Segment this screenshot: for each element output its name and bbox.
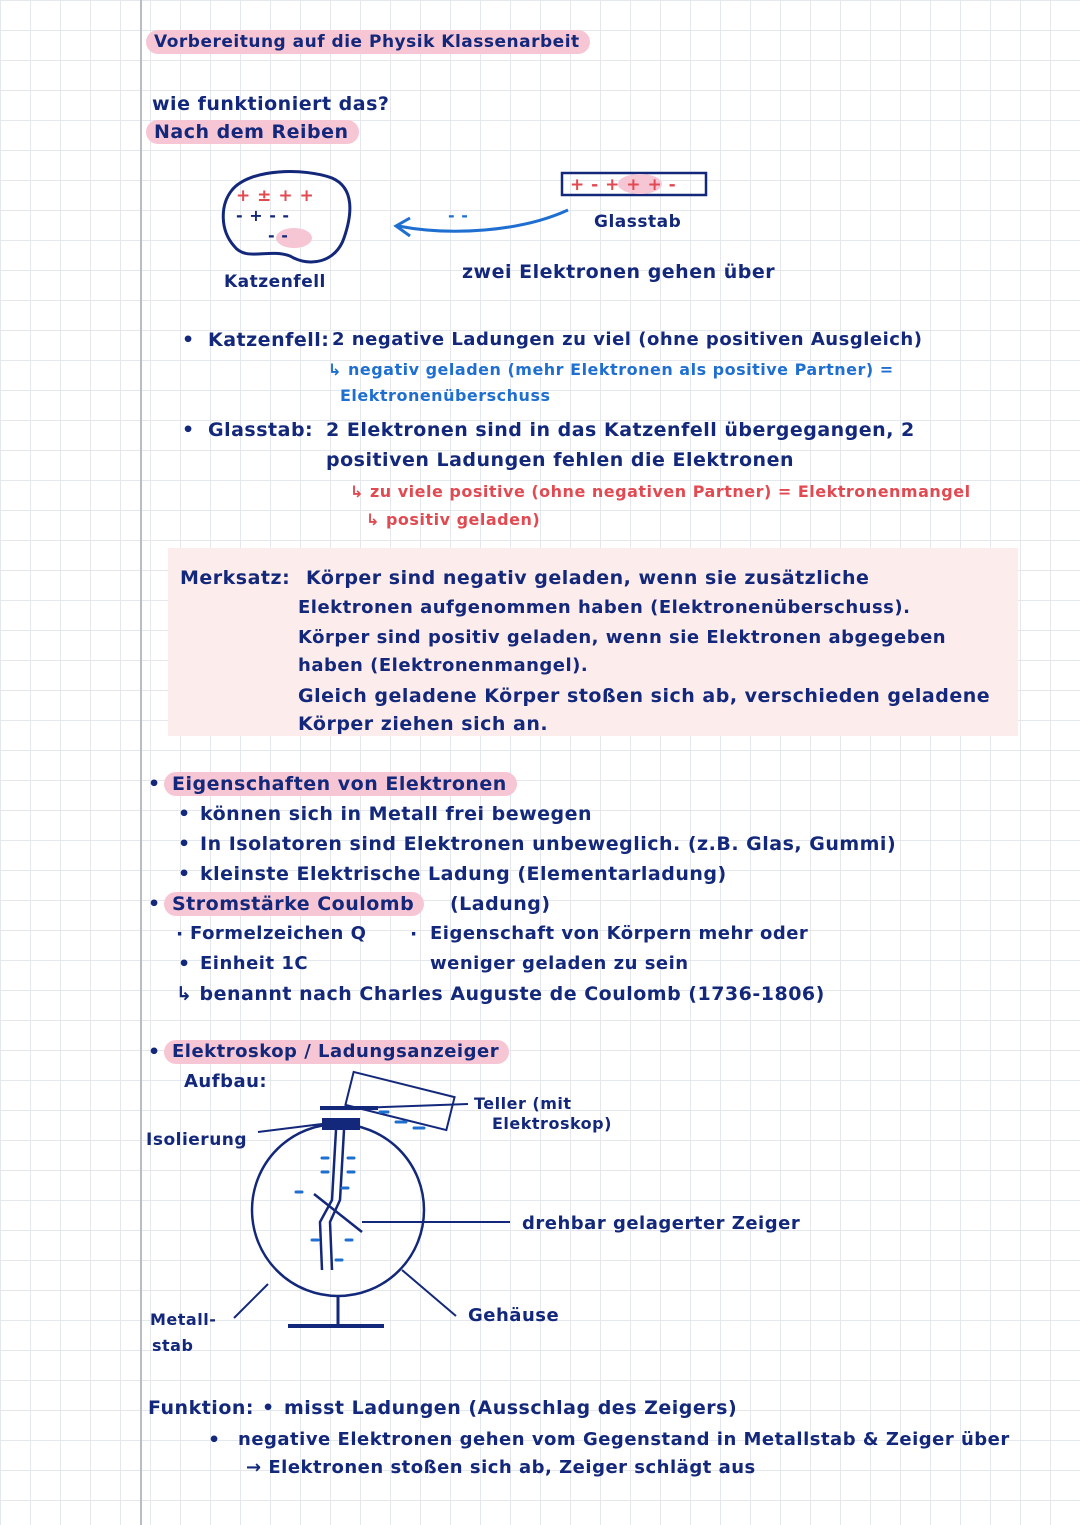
merksatz-line: Körper ziehen sich an. bbox=[298, 713, 549, 735]
rod-explanation-title: Glasstab: bbox=[208, 419, 314, 441]
bullet-dot: • bbox=[262, 1397, 275, 1419]
fur-label: Katzenfell bbox=[224, 272, 326, 292]
merksatz-line: Elektronen aufgenommen haben (Elektronenüberschuss). bbox=[298, 597, 911, 618]
fur-charges-bottom: - - bbox=[268, 226, 289, 245]
rod-explanation-line4: ↳ positiv geladen) bbox=[366, 510, 541, 529]
merksatz-label: Merksatz: bbox=[180, 567, 291, 589]
bullet-dot: • bbox=[148, 1041, 161, 1063]
elektroskop-housing bbox=[252, 1124, 424, 1296]
bullet-dot: • bbox=[182, 419, 195, 441]
fur-charges-top: + ± + + bbox=[236, 186, 315, 206]
label-metall-line2: stab bbox=[152, 1336, 194, 1355]
label-teller-line2: Elektroskop) bbox=[492, 1114, 612, 1133]
elektroskop-insulation bbox=[322, 1118, 360, 1130]
elektroskop-heading: Elektroskop / Ladungsanzeiger bbox=[164, 1040, 509, 1064]
funktion-item: negative Elektronen gehen vom Gegenstand in Metallstab & Zeiger über bbox=[238, 1429, 1010, 1450]
elektroskop-aufbau: Aufbau: bbox=[184, 1071, 268, 1092]
coulomb-heading-note: (Ladung) bbox=[450, 893, 551, 915]
transfer-charges: - - bbox=[448, 206, 469, 225]
fur-explanation-title: Katzenfell: bbox=[208, 329, 330, 351]
bullet-dot: · bbox=[176, 923, 184, 945]
bullet-dot: • bbox=[208, 1429, 221, 1451]
funktion-item: misst Ladungen (Ausschlag des Zeigers) bbox=[284, 1397, 738, 1419]
bullet-dot: • bbox=[148, 773, 161, 795]
rod-explanation-line2: positiven Ladungen fehlen die Elektronen bbox=[326, 449, 794, 471]
transfer-caption: zwei Elektronen gehen über bbox=[462, 261, 776, 283]
merksatz-line: Körper sind negativ geladen, wenn sie zusätzliche bbox=[306, 567, 870, 589]
electrons-item: In Isolatoren sind Elektronen unbeweglich. (z.B. Glas, Gummi) bbox=[200, 833, 897, 855]
coulomb-named-after: ↳ benannt nach Charles Auguste de Coulomb (1736-1806) bbox=[176, 983, 825, 1005]
intro-question: wie funktioniert das? bbox=[152, 93, 390, 115]
coulomb-heading: Stromstärke Coulomb bbox=[164, 892, 424, 916]
label-metall-line1: Metall- bbox=[150, 1310, 217, 1329]
merksatz-line: Gleich geladene Körper stoßen sich ab, verschieden geladene bbox=[298, 685, 991, 707]
label-gehaeuse: Gehäuse bbox=[468, 1305, 560, 1326]
fur-explanation-line3: Elektronenüberschuss bbox=[340, 386, 551, 405]
bullet-dot: • bbox=[178, 863, 191, 885]
rod-explanation-line1: 2 Elektronen sind in das Katzenfell übergegangen, 2 bbox=[326, 419, 915, 441]
bullet-dot: • bbox=[178, 833, 191, 855]
electrons-heading: Eigenschaften von Elektronen bbox=[164, 772, 517, 796]
rod-explanation-line3: ↳ zu viele positive (ohne negativen Partner) = Elektronenmangel bbox=[350, 482, 971, 501]
rod-charges: + - + + + - bbox=[570, 175, 677, 195]
page-title: Vorbereitung auf die Physik Klassenarbeit bbox=[146, 30, 590, 54]
coulomb-property-line2: weniger geladen zu sein bbox=[430, 953, 689, 974]
electrons-item: kleinste Elektrische Ladung (Elementarladung) bbox=[200, 863, 727, 885]
glass-rod-label: Glasstab bbox=[594, 212, 682, 232]
bullet-dot: · bbox=[410, 923, 418, 945]
intro-subheading: Nach dem Reiben bbox=[146, 120, 359, 144]
funktion-item: → Elektronen stoßen sich ab, Zeiger schlägt aus bbox=[246, 1457, 756, 1478]
funktion-label: Funktion: bbox=[148, 1397, 254, 1419]
bullet-dot: • bbox=[182, 329, 195, 351]
bullet-dot: • bbox=[148, 893, 161, 915]
fur-explanation-line2: ↳ negativ geladen (mehr Elektronen als positive Partner) = bbox=[328, 360, 894, 379]
fur-charges-mid: - + - - bbox=[236, 206, 290, 225]
fur-explanation-line1: 2 negative Ladungen zu viel (ohne positiven Ausgleich) bbox=[332, 329, 923, 350]
electrons-item: können sich in Metall frei bewegen bbox=[200, 803, 593, 825]
label-leader-lines bbox=[234, 1104, 510, 1318]
bullet-dot: • bbox=[178, 953, 191, 975]
merksatz-line: haben (Elektronenmangel). bbox=[298, 655, 589, 676]
label-isolierung: Isolierung bbox=[146, 1130, 248, 1150]
coulomb-formula: Formelzeichen Q bbox=[190, 923, 367, 944]
coulomb-property-line1: Eigenschaft von Körpern mehr oder bbox=[430, 923, 809, 944]
label-teller-line1: Teller (mit bbox=[474, 1094, 572, 1113]
label-zeiger: drehbar gelagerter Zeiger bbox=[522, 1213, 801, 1234]
electron-marks bbox=[296, 1112, 424, 1260]
bullet-dot: • bbox=[178, 803, 191, 825]
coulomb-unit: Einheit 1C bbox=[200, 953, 309, 974]
merksatz-line: Körper sind positiv geladen, wenn sie Elektronen abgegeben bbox=[298, 627, 947, 648]
